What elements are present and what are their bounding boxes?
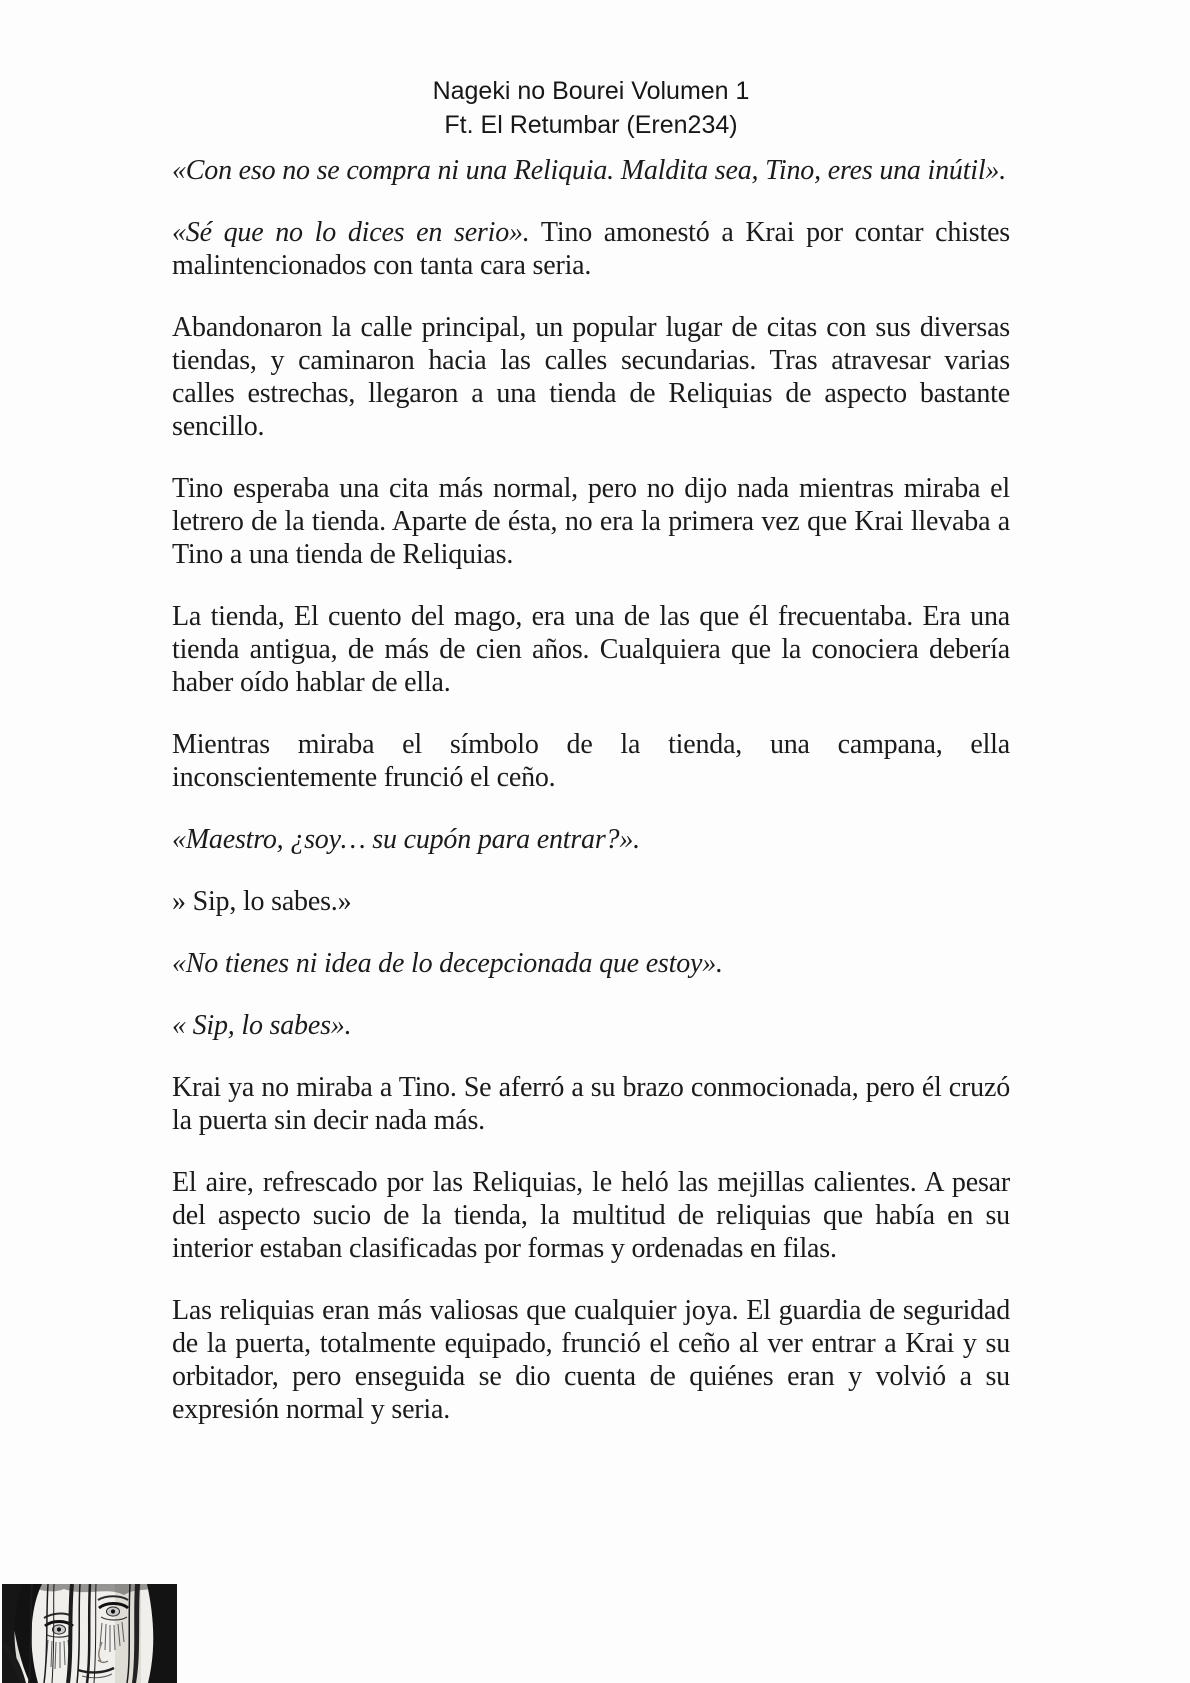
paragraph (172, 311, 1010, 443)
paragraph (172, 1166, 1010, 1265)
paragraph (172, 885, 1010, 918)
text-run: El aire, refrescado por las Reliquias, le heló las mejillas calientes. A pesar del aspecto sucio de la tienda, la multitud de reliquias que había en su interior estaban clasificadas por formas y ordenadas en filas. (172, 1167, 1010, 1264)
text-run: «Maestro, ¿soy… su cupón para entrar?». (172, 824, 640, 855)
paragraph (172, 1009, 1010, 1042)
text-run: Las reliquias eran más valiosas que cualquier joya. El guardia de seguridad de la puerta, totalmente equipado, frunció el ceño al ver entrar a Krai y su orbitador, pero enseguida se dio cuenta de quiénes eran y volvió a su expresión normal y seria. (172, 1295, 1010, 1425)
text-run: «No tienes ni idea de lo decepcionada que estoy». (172, 948, 723, 979)
document-body (172, 154, 1010, 1426)
paragraph (172, 947, 1010, 980)
paragraph (172, 154, 1010, 187)
text-run: Mientras miraba el símbolo de la tienda, una campana, ella inconscientemente frunció el ceño. (172, 729, 1010, 793)
text-run: » Sip, lo sabes.» (172, 886, 352, 917)
paragraph (172, 1071, 1010, 1137)
text-run: «Con eso no se compra ni una Reliquia. Maldita sea, Tino, eres una inútil». (172, 155, 1007, 186)
paragraph (172, 823, 1010, 856)
paragraph (172, 472, 1010, 571)
text-run: «Sé que no lo dices en serio». (172, 217, 530, 248)
paragraph (172, 728, 1010, 794)
paragraph (172, 1294, 1010, 1426)
text-run: Abandonaron la calle principal, un popular lugar de citas con sus diversas tiendas, y caminaron hacia las calles secundarias. Tras atravesar varias calles estrechas, llegaron a una tienda de Reliquias de aspecto bastante sencillo. (172, 312, 1010, 442)
page-subtitle: Ft. El Retumbar (Eren234) (444, 111, 738, 139)
text-run: Tino amonestó a Krai por contar chistes malintencionados con tanta cara seria. (172, 217, 1010, 281)
manga-face-illustration (2, 1584, 177, 1683)
page-title: Nageki no Bourei Volumen 1 (432, 77, 750, 105)
paragraph (172, 600, 1010, 699)
text-run: Krai ya no miraba a Tino. Se aferró a su brazo conmocionada, pero él cruzó la puerta sin decir nada más. (172, 1072, 1010, 1136)
text-run: Tino esperaba una cita más normal, pero no dijo nada mientras miraba el letrero de la tienda. Aparte de ésta, no era la primera vez que Krai llevaba a Tino a una tienda de Reliquias. (172, 473, 1010, 570)
document-content (172, 74, 1010, 1426)
document-header (172, 74, 1010, 142)
manga-face-image (2, 1584, 177, 1683)
paragraph (172, 216, 1010, 282)
text-run: « Sip, lo sabes». (172, 1010, 352, 1041)
text-run: La tienda, El cuento del mago, era una de las que él frecuentaba. Era una tienda antigua, de más de cien años. Cualquiera que la conociera debería haber oído hablar de ella. (172, 601, 1010, 698)
